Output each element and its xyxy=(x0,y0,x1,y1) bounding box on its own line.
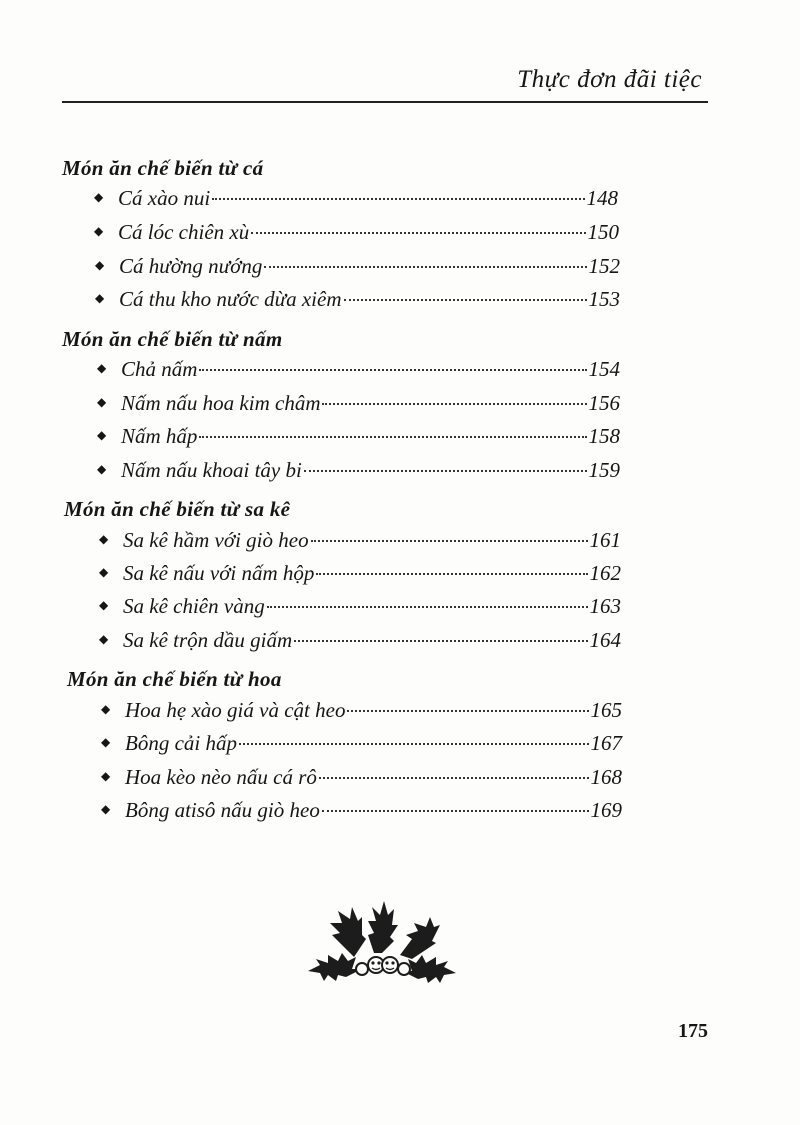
toc-entry-title: Sa kê chiên vàng xyxy=(123,594,265,618)
bullet-icon: ◆ xyxy=(99,565,109,579)
toc-entry-page: 152 xyxy=(588,254,620,278)
dot-leader xyxy=(304,470,587,472)
toc-entry-page: 169 xyxy=(590,798,622,822)
dot-leader xyxy=(316,573,587,575)
page-number: 175 xyxy=(678,1020,708,1042)
toc-entry-page: 158 xyxy=(588,424,620,448)
toc-entry-title: Sa kê hầm với giò heo xyxy=(123,528,309,552)
toc-entry-page: 150 xyxy=(587,220,619,244)
toc-entry-page: 156 xyxy=(588,391,620,415)
dot-leader xyxy=(294,640,587,642)
toc-entry-title: Cá xào nui xyxy=(118,186,211,210)
holly-ornament-icon xyxy=(302,895,462,990)
bullet-icon: ◆ xyxy=(94,190,104,204)
bullet-icon: ◆ xyxy=(97,395,107,409)
dot-leader xyxy=(347,710,588,712)
toc-entry-title: Nấm nấu khoai tây bi xyxy=(121,458,302,482)
toc-entry-page: 168 xyxy=(590,765,622,789)
toc-entry[interactable] xyxy=(95,254,620,282)
toc-entry-title: Hoa kèo nèo nấu cá rô xyxy=(125,765,317,789)
toc-entry[interactable] xyxy=(101,798,622,826)
bullet-icon: ◆ xyxy=(99,598,109,612)
toc-entry[interactable] xyxy=(99,628,621,656)
bullet-icon: ◆ xyxy=(101,735,111,749)
bullet-icon: ◆ xyxy=(101,769,111,783)
toc-entry-page: 148 xyxy=(586,186,618,210)
toc-entry-page: 159 xyxy=(588,458,620,482)
toc-entry[interactable] xyxy=(97,458,620,486)
section-title: Món ăn chế biến từ nấm xyxy=(62,327,283,351)
toc-entry-page: 154 xyxy=(588,357,620,381)
bullet-icon: ◆ xyxy=(99,632,109,646)
dot-leader xyxy=(239,743,589,745)
toc-entry-title: Hoa hẹ xào giá và cật heo xyxy=(125,698,346,722)
section-title: Món ăn chế biến từ sa kê xyxy=(64,497,291,521)
bullet-icon: ◆ xyxy=(97,361,107,375)
toc-entry[interactable] xyxy=(95,287,620,315)
toc-entry[interactable] xyxy=(99,594,621,622)
toc-entry[interactable] xyxy=(97,391,620,419)
bullet-icon: ◆ xyxy=(94,224,104,238)
toc-entry[interactable] xyxy=(94,186,618,214)
dot-leader xyxy=(212,198,584,200)
toc-entry-title: Chả nấm xyxy=(121,357,198,381)
toc-entry-page: 167 xyxy=(590,731,622,755)
toc-entry-title: Cá lóc chiên xù xyxy=(118,220,250,244)
bullet-icon: ◆ xyxy=(101,802,111,816)
section-title: Món ăn chế biến từ hoa xyxy=(67,667,282,691)
toc-entry-title: Nấm nấu hoa kim châm xyxy=(121,391,321,415)
toc-entry-page: 161 xyxy=(589,528,621,552)
toc-entry[interactable] xyxy=(94,220,619,248)
dot-leader xyxy=(319,777,589,779)
toc-entry-page: 165 xyxy=(590,698,622,722)
section-title: Món ăn chế biến từ cá xyxy=(62,156,264,180)
toc-entry-page: 153 xyxy=(588,287,620,311)
header-divider xyxy=(62,101,708,103)
toc-entry-title: Cá thu kho nước dừa xiêm xyxy=(119,287,342,311)
dot-leader xyxy=(322,403,586,405)
toc-entry-title: Cá hường nướng xyxy=(119,254,263,278)
bullet-icon: ◆ xyxy=(99,532,109,546)
toc-entry-page: 164 xyxy=(589,628,621,652)
bullet-icon: ◆ xyxy=(95,291,105,305)
dot-leader xyxy=(344,299,587,301)
dot-leader xyxy=(199,436,586,438)
dot-leader xyxy=(322,810,589,812)
toc-entry-page: 162 xyxy=(589,561,621,585)
dot-leader xyxy=(311,540,588,542)
toc-entry[interactable] xyxy=(97,357,620,385)
dot-leader xyxy=(251,232,585,234)
bullet-icon: ◆ xyxy=(97,428,107,442)
toc-entry[interactable] xyxy=(99,528,621,556)
toc-entry-title: Sa kê trộn dầu giấm xyxy=(123,628,293,652)
running-header-title: Thực đơn đãi tiệc xyxy=(517,66,702,93)
toc-entry-title: Bông atisô nấu giò heo xyxy=(125,798,320,822)
dot-leader xyxy=(264,266,586,268)
bullet-icon: ◆ xyxy=(97,462,107,476)
dot-leader xyxy=(267,606,588,608)
dot-leader xyxy=(199,369,586,371)
toc-entry-title: Bông cải hấp xyxy=(125,731,237,755)
bullet-icon: ◆ xyxy=(95,258,105,272)
bullet-icon: ◆ xyxy=(101,702,111,716)
toc-entry[interactable] xyxy=(101,765,622,793)
toc-entry[interactable] xyxy=(101,698,622,726)
toc-entry[interactable] xyxy=(101,731,622,759)
toc-entry-title: Nấm hấp xyxy=(121,424,198,448)
toc-entry-page: 163 xyxy=(589,594,621,618)
toc-entry[interactable] xyxy=(97,424,620,452)
toc-entry[interactable] xyxy=(99,561,621,589)
toc-entry-title: Sa kê nấu với nấm hộp xyxy=(123,561,315,585)
